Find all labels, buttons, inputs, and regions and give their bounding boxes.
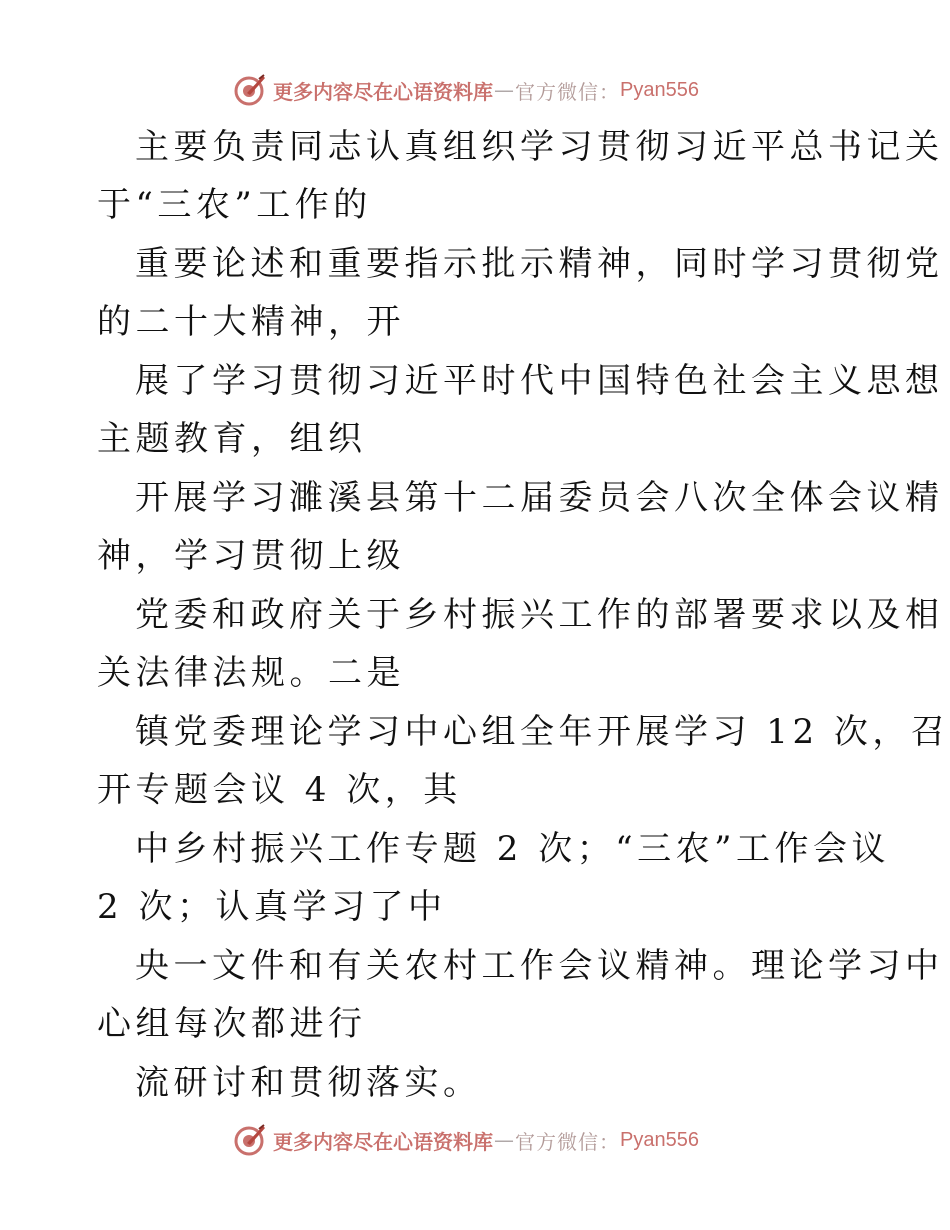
body-line: 流研讨和贯彻落实。 [135, 1063, 482, 1103]
header-site-text: 更多内容尽在心语资料库 [273, 79, 493, 104]
body-line: 展了学习贯彻习近平时代中国特色社会主义思想 [135, 361, 944, 401]
footer-site-text: 更多内容尽在心语资料库 [273, 1129, 493, 1154]
body-line: 重要论述和重要指示批示精神，同时学习贯彻党 [135, 244, 944, 284]
body-line: 主要负责同志认真组织学习贯彻习近平总书记关 [135, 127, 944, 167]
header-dash: — [494, 78, 514, 102]
body-line: 2 次；认真学习了中 [97, 887, 447, 927]
body-line: 神，学习贯彻上级 [97, 536, 405, 576]
body-line: 镇党委理论学习中心组全年开展学习 12 次，召 [135, 712, 950, 752]
body-line: 央一文件和有关农村工作会议精神。理论学习中 [135, 946, 944, 986]
header-account: Pyan556 [620, 78, 699, 101]
footer-account: Pyan556 [620, 1128, 699, 1151]
quill-logo-icon [233, 1123, 267, 1157]
body-line: 党委和政府关于乡村振兴工作的部署要求以及相 [135, 595, 944, 635]
body-line: 中乡村振兴工作专题 2 次；“三农”工作会议 [135, 829, 891, 869]
body-line: 于“三农”工作的 [97, 185, 372, 225]
body-line: 开展学习濉溪县第十二届委员会八次全体会议精 [135, 478, 944, 518]
body-line: 关法律法规。二是 [97, 653, 405, 693]
body-line: 主题教育，组织 [97, 419, 367, 459]
footer-watermark [233, 1122, 699, 1158]
header-official-text: 官方微信： [515, 79, 620, 104]
body-line: 心组每次都进行 [97, 1004, 367, 1044]
footer-dash: — [494, 1128, 514, 1152]
body-line: 开专题会议 4 次，其 [97, 770, 462, 810]
footer-official-text: 官方微信： [515, 1129, 620, 1154]
body-line: 的二十大精神，开 [97, 302, 405, 342]
